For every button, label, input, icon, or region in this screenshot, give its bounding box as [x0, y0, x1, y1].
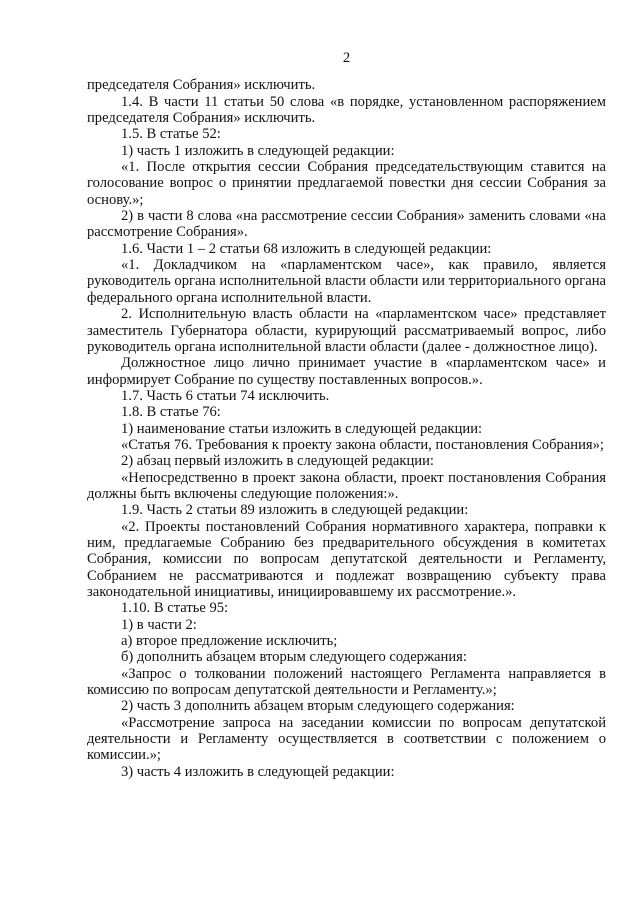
page-number: 2: [342, 50, 351, 66]
paragraph: 1.6. Части 1 – 2 статьи 68 изложить в следующей редакции:: [121, 240, 492, 257]
paragraph: «Статья 76. Требования к проекту закона области, постановления Собрания»;: [121, 436, 604, 453]
paragraph: 3) часть 4 изложить в следующей редакции:: [121, 763, 395, 780]
paragraph: 2. Исполнительную власть области на «парламентском часе» представляет заместитель Губернатора области, курирующий рассматриваемый вопрос, либо руководитель органа исполнительной власти области (далее - должностное лицо).: [87, 306, 606, 355]
paragraph: 1.5. В статье 52:: [121, 126, 221, 143]
paragraph: 2) в части 8 слова «на рассмотрение сессии Собрания» заменить словами «на рассмотрение Собрания».: [87, 208, 606, 241]
paragraph: а) второе предложение исключить;: [121, 633, 338, 650]
paragraph: 1) в части 2:: [121, 616, 197, 633]
document-body: [87, 77, 606, 780]
paragraph: «Запрос о толковании положений настоящего Регламента направляется в комиссию по вопросам депутатской деятельности и Регламенту.»;: [87, 665, 606, 699]
paragraph: 1.9. Часть 2 статьи 89 изложить в следующей редакции:: [121, 502, 469, 519]
paragraph: «Рассмотрение запроса на заседании комиссии по вопросам депутатской деятельности и Регламенту осуществляется в соответствии с положением о комиссии.»;: [87, 714, 606, 764]
paragraph: председателя Собрания» исключить.: [87, 77, 316, 94]
paragraph: 2) часть 3 дополнить абзацем вторым следующего содержания:: [121, 698, 515, 715]
paragraph: 1.4. В части 11 статьи 50 слова «в порядке, установленном распоряжением председателя Собрания» исключить.: [87, 93, 606, 127]
paragraph: 1.10. В статье 95:: [121, 600, 229, 617]
paragraph: б) дополнить абзацем вторым следующего содержания:: [121, 649, 467, 666]
paragraph: «2. Проекты постановлений Собрания нормативного характера, поправки к ним, предлагаемые Собранию без предварительного обсуждения в комитетах Собрания, комиссии по вопросам депутатской деятельности и Регламенту, Собранием не рассматриваются и подлежат возвращению субъекту права законодательной инициативы, инициировавшему их рассмотрение.».: [87, 518, 606, 600]
paragraph: «1. Докладчиком на «парламентском часе», как правило, является руководитель органа исполнительной власти области или территориального органа федерального органа исполнительной власти.: [87, 257, 607, 306]
paragraph: Должностное лицо лично принимает участие в «парламентском часе» и информирует Собрание по существу поставленных вопросов.».: [87, 355, 606, 388]
paragraph: 1.7. Часть 6 статьи 74 исключить.: [121, 387, 330, 404]
paragraph: 1.8. В статье 76:: [121, 404, 221, 421]
paragraph: «Непосредственно в проект закона области, проект постановления Собрания должны быть включены следующие положения:».: [87, 469, 606, 502]
paragraph: 2) абзац первый изложить в следующей редакции:: [121, 453, 434, 470]
paragraph: «1. После открытия сессии Собрания председательствующим ставится на голосование вопрос о принятии предлагаемой повестки дня сессии Собрания за основу.»;: [87, 159, 606, 208]
paragraph: 1) часть 1 изложить в следующей редакции:: [121, 142, 395, 159]
paragraph: 1) наименование статьи изложить в следующей редакции:: [121, 420, 483, 437]
